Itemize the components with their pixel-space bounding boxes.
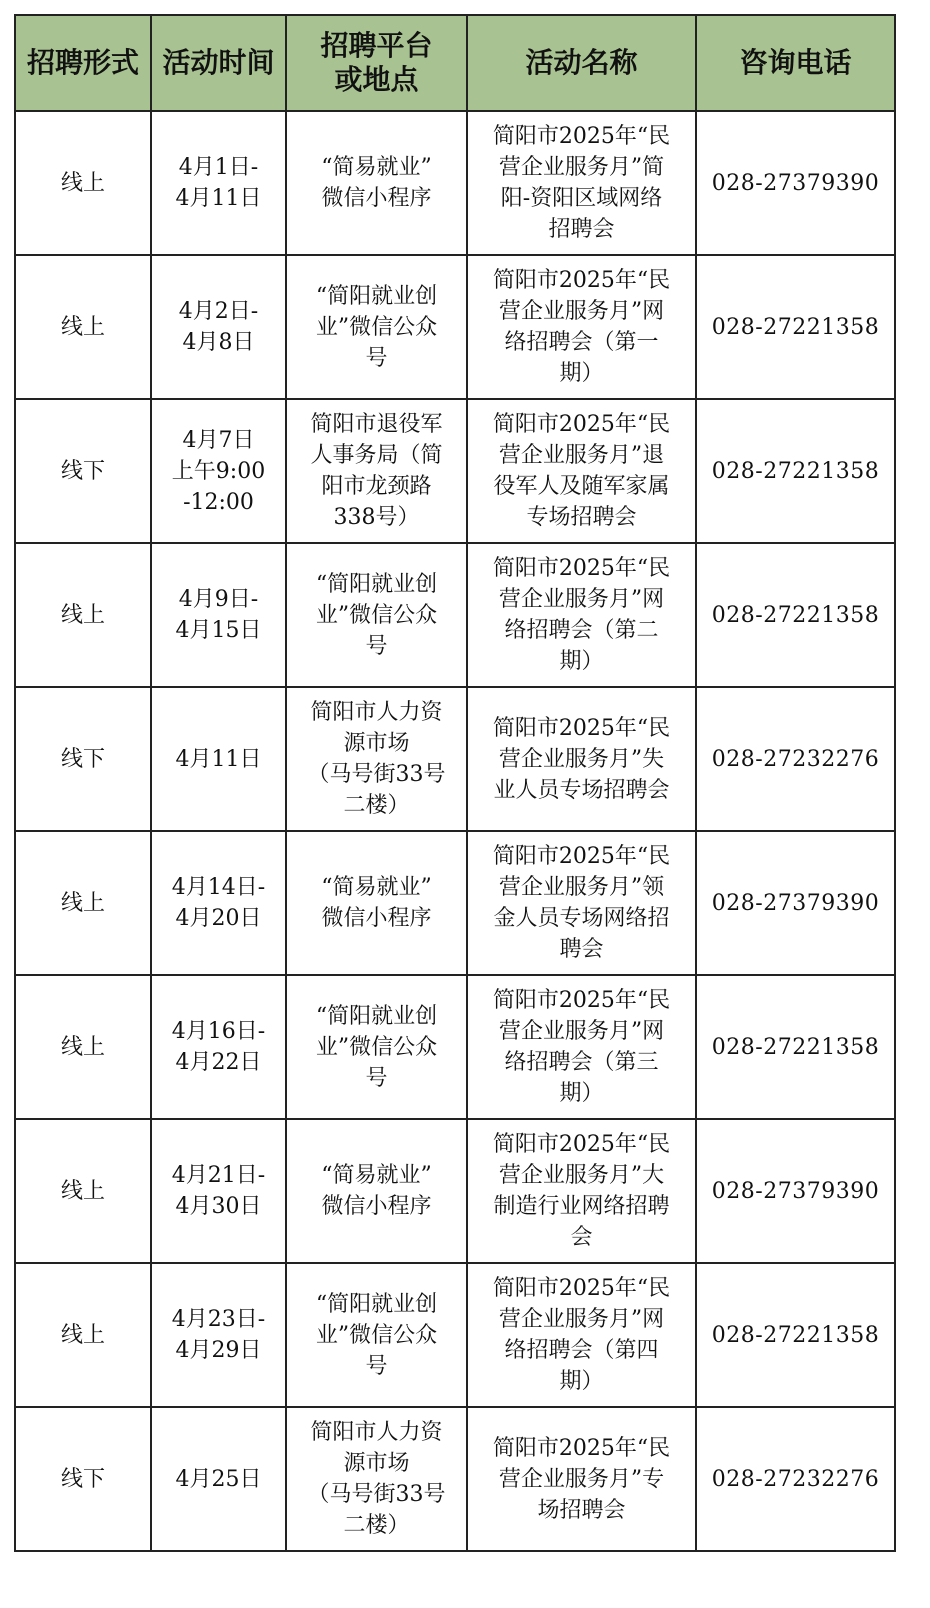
cell-phone: 028-27221358 — [696, 543, 895, 687]
cell-time: 4月2日- 4月8日 — [151, 255, 286, 399]
cell-place: “简易就业” 微信小程序 — [286, 1119, 467, 1263]
header-row — [15, 15, 895, 111]
cell-form: 线上 — [15, 1263, 151, 1407]
cell-phone: 028-27221358 — [696, 1263, 895, 1407]
cell-place: 简阳市人力资 源市场 （马号街33号 二楼） — [286, 687, 467, 831]
cell-phone: 028-27232276 — [696, 687, 895, 831]
cell-form: 线上 — [15, 255, 151, 399]
cell-time: 4月9日- 4月15日 — [151, 543, 286, 687]
cell-activity-name: 简阳市2025年“民 营企业服务月”网 络招聘会（第二 期） — [467, 543, 696, 687]
cell-form: 线上 — [15, 543, 151, 687]
cell-form: 线上 — [15, 975, 151, 1119]
table-row — [15, 1263, 895, 1407]
cell-activity-name: 简阳市2025年“民 营企业服务月”简 阳-资阳区域网络 招聘会 — [467, 111, 696, 255]
table-row — [15, 1407, 895, 1551]
cell-place: “简阳就业创 业”微信公众 号 — [286, 255, 467, 399]
cell-activity-name: 简阳市2025年“民 营企业服务月”网 络招聘会（第四 期） — [467, 1263, 696, 1407]
header-form: 招聘形式 — [15, 15, 151, 111]
cell-form: 线上 — [15, 831, 151, 975]
cell-activity-name: 简阳市2025年“民 营企业服务月”失 业人员专场招聘会 — [467, 687, 696, 831]
cell-place: 简阳市人力资 源市场 （马号街33号 二楼） — [286, 1407, 467, 1551]
cell-place: 简阳市退役军 人事务局（简 阳市龙颈路 338号） — [286, 399, 467, 543]
cell-time: 4月14日- 4月20日 — [151, 831, 286, 975]
cell-activity-name: 简阳市2025年“民 营企业服务月”领 金人员专场网络招 聘会 — [467, 831, 696, 975]
header-phone: 咨询电话 — [696, 15, 895, 111]
cell-place: “简易就业” 微信小程序 — [286, 111, 467, 255]
header-name: 活动名称 — [467, 15, 696, 111]
recruitment-schedule-table — [14, 14, 896, 1552]
cell-form: 线上 — [15, 111, 151, 255]
cell-activity-name: 简阳市2025年“民 营企业服务月”专 场招聘会 — [467, 1407, 696, 1551]
cell-phone: 028-27379390 — [696, 831, 895, 975]
cell-form: 线下 — [15, 1407, 151, 1551]
table-row — [15, 111, 895, 255]
cell-activity-name: 简阳市2025年“民 营企业服务月”大 制造行业网络招聘 会 — [467, 1119, 696, 1263]
cell-phone: 028-27232276 — [696, 1407, 895, 1551]
cell-place: “简阳就业创 业”微信公众 号 — [286, 975, 467, 1119]
table-row — [15, 831, 895, 975]
cell-time: 4月1日- 4月11日 — [151, 111, 286, 255]
cell-time: 4月21日- 4月30日 — [151, 1119, 286, 1263]
table-row — [15, 255, 895, 399]
cell-time: 4月23日- 4月29日 — [151, 1263, 286, 1407]
table-row — [15, 687, 895, 831]
cell-time: 4月16日- 4月22日 — [151, 975, 286, 1119]
cell-place: “简易就业” 微信小程序 — [286, 831, 467, 975]
cell-activity-name: 简阳市2025年“民 营企业服务月”网 络招聘会（第三 期） — [467, 975, 696, 1119]
cell-phone: 028-27221358 — [696, 255, 895, 399]
cell-phone: 028-27379390 — [696, 111, 895, 255]
table-row — [15, 543, 895, 687]
cell-time: 4月25日 — [151, 1407, 286, 1551]
cell-phone: 028-27221358 — [696, 399, 895, 543]
cell-form: 线上 — [15, 1119, 151, 1263]
table-row — [15, 975, 895, 1119]
table-body — [15, 111, 895, 1551]
cell-time: 4月11日 — [151, 687, 286, 831]
cell-phone: 028-27379390 — [696, 1119, 895, 1263]
table-row — [15, 1119, 895, 1263]
cell-time: 4月7日 上午9:00 -12:00 — [151, 399, 286, 543]
table-row — [15, 399, 895, 543]
cell-activity-name: 简阳市2025年“民 营企业服务月”网 络招聘会（第一 期） — [467, 255, 696, 399]
cell-phone: 028-27221358 — [696, 975, 895, 1119]
header-time: 活动时间 — [151, 15, 286, 111]
cell-form: 线下 — [15, 399, 151, 543]
table-header — [15, 15, 895, 111]
header-place: 招聘平台 或地点 — [286, 15, 467, 111]
cell-place: “简阳就业创 业”微信公众 号 — [286, 1263, 467, 1407]
cell-place: “简阳就业创 业”微信公众 号 — [286, 543, 467, 687]
cell-form: 线下 — [15, 687, 151, 831]
cell-activity-name: 简阳市2025年“民 营企业服务月”退 役军人及随军家属 专场招聘会 — [467, 399, 696, 543]
